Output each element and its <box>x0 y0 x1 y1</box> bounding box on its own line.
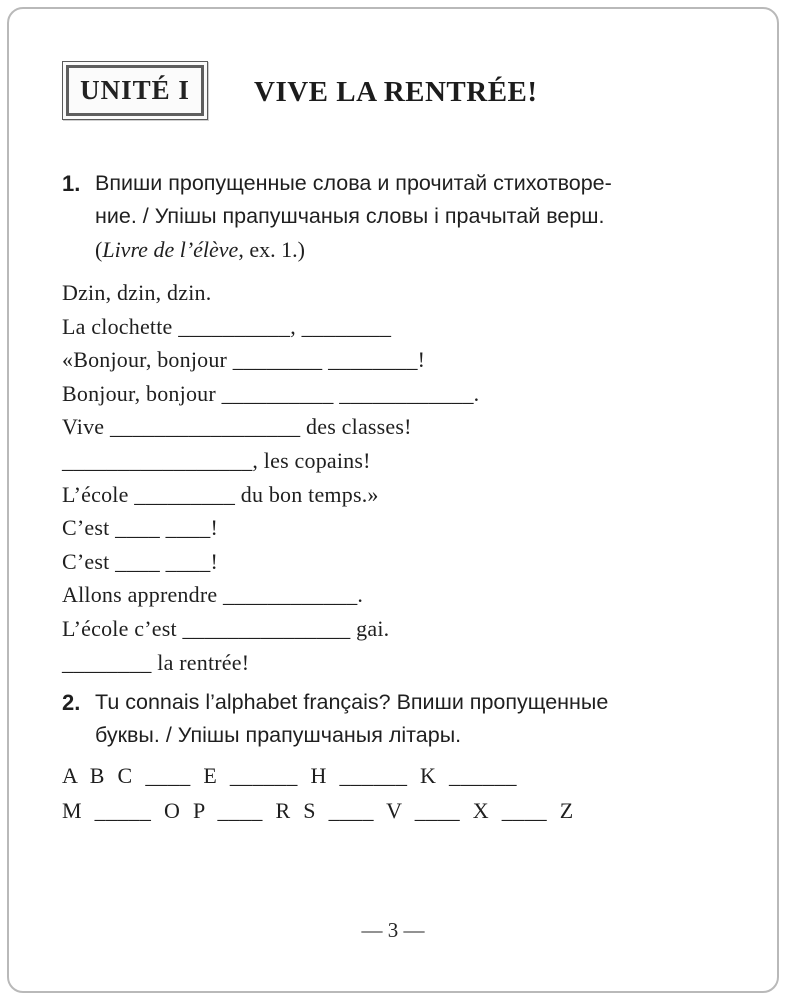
exercise-2-number: 2. <box>62 690 81 715</box>
poem-line: Bonjour, bonjour __________ ____________. <box>62 380 480 406</box>
exercise-2-instruction <box>62 686 730 752</box>
exercise-1-instruction-line-1: Впиши пропущенные слова и прочитай стихотворе- <box>95 171 612 195</box>
poem-line: Vive _________________ des classes! <box>62 414 412 440</box>
poem-line: L’école _________ du bon temps.» <box>62 481 379 507</box>
poem-line: Allons apprendre ____________. <box>62 582 364 608</box>
poem-line: La clochette __________, ________ <box>62 313 392 339</box>
unit-label: UNITÉ I <box>80 75 190 105</box>
alphabet-exercise <box>62 759 730 828</box>
source-book-title: Livre de l’élève <box>102 237 239 262</box>
exercise-1 <box>62 167 730 679</box>
source-paren-close: , ex. 1.) <box>238 237 305 262</box>
poem-line: L’école c’est _______________ gai. <box>62 615 390 641</box>
poem-line: ________ la rentrée! <box>62 649 250 675</box>
unit-box <box>62 61 208 120</box>
poem-line: «Bonjour, bonjour ________ ________! <box>62 347 426 373</box>
poem-line: _________________, les copains! <box>62 447 371 473</box>
poem-line: C’est ____ ____! <box>62 515 218 541</box>
exercise-2 <box>62 686 730 828</box>
alphabet-line: A B C ____ E ______ H ______ K ______ <box>62 763 517 788</box>
poem-line: Dzin, dzin, dzin. <box>62 280 212 305</box>
exercise-1-source-reference <box>95 237 305 262</box>
exercise-1-instruction-line-2: ние. / Упішы прапушчаныя словы і прачытай верш. <box>95 204 605 228</box>
exercise-1-instruction <box>62 167 730 267</box>
unit-box-inner-frame <box>66 65 204 116</box>
page-number: — 3 — <box>361 918 425 942</box>
page-title: VIVE LA RENTRÉE! <box>254 76 538 108</box>
exercise-2-instruction-line-2: буквы. / Упішы прапушчаныя літары. <box>95 723 462 747</box>
source-paren-open: ( <box>95 237 103 262</box>
alphabet-line: M _____ O P ____ R S ____ V ____ X ____ Z <box>62 797 574 823</box>
exercise-1-number: 1. <box>62 171 81 196</box>
exercise-2-instruction-line-1: Tu connais l’alphabet français? Впиши пропущенные <box>95 690 609 714</box>
poem-line: C’est ____ ____! <box>62 548 218 574</box>
poem <box>62 276 730 679</box>
